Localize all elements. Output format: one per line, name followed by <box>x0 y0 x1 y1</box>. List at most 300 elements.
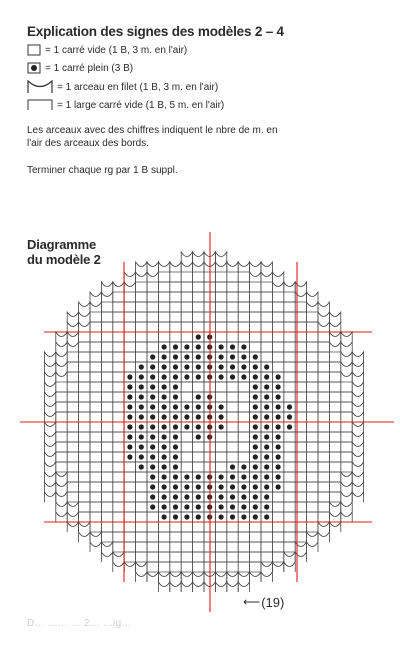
grid-cell <box>158 522 169 532</box>
grid-cell <box>181 552 192 562</box>
arch-cell <box>44 362 55 372</box>
grid-cell <box>193 512 204 522</box>
grid-cell <box>227 312 238 322</box>
filled-dot <box>196 504 201 509</box>
grid-cell <box>227 362 238 372</box>
grid-cell <box>318 492 329 502</box>
grid-cell <box>170 552 181 562</box>
grid-cell <box>215 282 226 292</box>
grid-cell <box>79 482 90 492</box>
grid-cell <box>227 512 238 522</box>
grid-cell <box>158 422 169 432</box>
arch-cell <box>352 462 363 472</box>
filled-dot <box>241 354 246 359</box>
grid-cell <box>261 472 272 482</box>
grid-cell <box>90 432 101 442</box>
filled-dot <box>253 464 258 469</box>
filled-dot <box>253 364 258 369</box>
grid-cell <box>227 412 238 422</box>
grid-cell <box>261 282 272 292</box>
grid-cell <box>113 462 124 472</box>
grid-cell <box>193 452 204 462</box>
filled-dot <box>150 424 155 429</box>
grid-cell <box>124 312 135 322</box>
filled-dot <box>276 444 281 449</box>
arch-cell <box>67 322 78 332</box>
filled-dot <box>219 494 224 499</box>
grid-cell <box>215 302 226 312</box>
grid-cell <box>90 522 101 532</box>
grid-cell <box>284 312 295 322</box>
grid-cell <box>124 552 135 562</box>
grid-cell <box>136 342 147 352</box>
grid-cell <box>238 432 249 442</box>
arch-cell <box>79 532 90 542</box>
grid-cell <box>90 362 101 372</box>
grid-cell <box>113 372 124 382</box>
grid-cell <box>147 402 158 412</box>
arch-cell <box>307 542 318 552</box>
grid-cell <box>193 412 204 422</box>
filled-dot <box>264 434 269 439</box>
filled-dot <box>241 464 246 469</box>
grid-cell <box>101 482 112 492</box>
grid-cell <box>101 342 112 352</box>
grid-cell <box>193 562 204 572</box>
grid-cell <box>261 482 272 492</box>
arch-cell <box>170 262 181 272</box>
grid-cell <box>261 542 272 552</box>
arch-cell <box>67 332 78 342</box>
grid-cell <box>147 412 158 422</box>
grid-cell <box>238 562 249 572</box>
arch-cell <box>352 392 363 402</box>
filled-dot <box>150 394 155 399</box>
filled-dot <box>230 364 235 369</box>
grid-cell <box>341 412 352 422</box>
filled-dot <box>276 454 281 459</box>
grid-cell <box>227 462 238 472</box>
grid-cell <box>215 312 226 322</box>
filled-dot <box>241 474 246 479</box>
grid-cell <box>307 492 318 502</box>
grid-cell <box>261 362 272 372</box>
grid-cell <box>215 482 226 492</box>
filled-dot <box>253 494 258 499</box>
filled-dot <box>150 404 155 409</box>
arch-cell <box>341 342 352 352</box>
grid-cell <box>90 502 101 512</box>
arch-cell <box>318 532 329 542</box>
grid-cell <box>136 302 147 312</box>
arch-cell <box>44 422 55 432</box>
filled-dot <box>162 444 167 449</box>
grid-cell <box>181 352 192 362</box>
grid-cell <box>79 332 90 342</box>
filled-dot <box>196 514 201 519</box>
grid-cell <box>272 522 283 532</box>
grid-cell <box>158 472 169 482</box>
grid-cell <box>56 382 67 392</box>
grid-cell <box>307 322 318 332</box>
filled-dot <box>219 404 224 409</box>
grid-cell <box>238 312 249 322</box>
grid-cell <box>101 412 112 422</box>
filled-dot <box>184 494 189 499</box>
grid-cell <box>158 372 169 382</box>
grid-cell <box>181 442 192 452</box>
filled-dot <box>162 454 167 459</box>
grid-cell <box>136 362 147 372</box>
filled-dot <box>173 494 178 499</box>
grid-cell <box>193 502 204 512</box>
grid-cell <box>158 442 169 452</box>
grid-cell <box>124 302 135 312</box>
grid-cell <box>238 412 249 422</box>
grid-cell <box>79 492 90 502</box>
grid-cell <box>227 472 238 482</box>
grid-cell <box>250 412 261 422</box>
filled-dot <box>264 514 269 519</box>
legend-item-label: = 1 large carré vide (1 B, 5 m. en l'air) <box>57 99 225 111</box>
grid-cell <box>181 412 192 422</box>
grid-cell <box>181 532 192 542</box>
grid-cell <box>147 492 158 502</box>
arch-cell <box>215 572 226 582</box>
arch-cell <box>44 492 55 502</box>
arch-cell <box>56 512 67 522</box>
grid-cell <box>181 542 192 552</box>
arch-cell <box>56 342 67 352</box>
arch-cell <box>56 502 67 512</box>
filled-dot <box>196 404 201 409</box>
grid-cell <box>193 472 204 482</box>
filled-dot <box>276 394 281 399</box>
grid-cell <box>79 472 90 482</box>
grid-cell <box>158 352 169 362</box>
grid-cell <box>101 492 112 502</box>
arch-cell <box>79 312 90 322</box>
grid-cell <box>238 282 249 292</box>
grid-cell <box>307 312 318 322</box>
grid-cell <box>124 452 135 462</box>
filled-dot <box>253 414 258 419</box>
arch-cell <box>238 572 249 582</box>
arch-cell <box>44 432 55 442</box>
grid-cell <box>113 312 124 322</box>
filled-dot <box>264 504 269 509</box>
filled-dot <box>162 404 167 409</box>
filled-dot <box>139 434 144 439</box>
grid-cell <box>238 382 249 392</box>
grid-cell <box>158 412 169 422</box>
grid-cell <box>124 432 135 442</box>
grid-cell <box>101 452 112 462</box>
grid-cell <box>181 272 192 282</box>
filled-dot <box>127 444 132 449</box>
arch-cell <box>352 452 363 462</box>
arch-cell <box>44 472 55 482</box>
grid-cell <box>215 322 226 332</box>
filled-dot <box>253 504 258 509</box>
grid-cell <box>124 522 135 532</box>
grid-cell <box>113 412 124 422</box>
arch-cell <box>67 512 78 522</box>
note-finish: Terminer chaque rg par 1 B suppl. <box>27 165 178 176</box>
grid-cell <box>79 462 90 472</box>
arch-cell <box>101 292 112 302</box>
filled-dot <box>127 424 132 429</box>
filled-dot <box>173 514 178 519</box>
filled-dot <box>276 434 281 439</box>
filled-dot <box>230 354 235 359</box>
grid-cell <box>181 502 192 512</box>
grid-cell <box>261 432 272 442</box>
filled-dot <box>173 384 178 389</box>
filled-dot <box>139 424 144 429</box>
grid-cell <box>170 512 181 522</box>
grid-cell <box>307 432 318 442</box>
filled-dot <box>253 474 258 479</box>
grid-cell <box>261 392 272 402</box>
grid-cell <box>90 422 101 432</box>
grid-cell <box>307 382 318 392</box>
grid-cell <box>261 292 272 302</box>
grid-cell <box>181 472 192 482</box>
arch-cell <box>284 562 295 572</box>
grid-cell <box>227 522 238 532</box>
grid-cell <box>238 322 249 332</box>
grid-cell <box>124 292 135 302</box>
grid-cell <box>261 532 272 542</box>
grid-cell <box>238 512 249 522</box>
grid-cell <box>250 292 261 302</box>
grid-cell <box>147 322 158 332</box>
arch-cell <box>352 362 363 372</box>
filled-dot <box>139 394 144 399</box>
grid-cell <box>341 442 352 452</box>
grid-cell <box>272 412 283 422</box>
arch-cell <box>341 472 352 482</box>
grid-cell <box>227 482 238 492</box>
filled-dot <box>241 504 246 509</box>
filled-dot <box>173 444 178 449</box>
grid-cell <box>170 302 181 312</box>
grid-cell <box>158 532 169 542</box>
grid-cell <box>272 372 283 382</box>
filled-dot <box>253 484 258 489</box>
filled-dot <box>264 404 269 409</box>
arch-cell <box>352 492 363 502</box>
grid-cell <box>250 522 261 532</box>
arch-cell <box>352 402 363 412</box>
arch-cell <box>238 262 249 272</box>
grid-cell <box>250 532 261 542</box>
grid-cell <box>67 362 78 372</box>
grid-cell <box>101 322 112 332</box>
grid-cell <box>250 352 261 362</box>
grid-cell <box>272 362 283 372</box>
grid-cell <box>193 432 204 442</box>
arch-cell <box>318 522 329 532</box>
grid-cell <box>136 392 147 402</box>
arch-cell <box>56 352 67 362</box>
grid-cell <box>227 532 238 542</box>
grid-cell <box>158 402 169 412</box>
filled-dot <box>127 394 132 399</box>
grid-cell <box>124 342 135 352</box>
arch-cell <box>136 272 147 282</box>
grid-cell <box>193 402 204 412</box>
grid-cell <box>124 372 135 382</box>
grid-cell <box>284 362 295 372</box>
arch-cell <box>79 522 90 532</box>
filled-dot <box>173 474 178 479</box>
arch-cell <box>215 262 226 272</box>
grid-cell <box>136 382 147 392</box>
grid-cell <box>318 332 329 342</box>
grid-cell <box>136 412 147 422</box>
arrow-left-icon: ⟵ <box>243 595 261 609</box>
grid-cell <box>227 452 238 462</box>
grid-cell <box>318 462 329 472</box>
grid-cell <box>181 482 192 492</box>
grid-cell <box>147 362 158 372</box>
arch-cell <box>341 512 352 522</box>
diagram-title-line: Diagramme <box>27 237 97 252</box>
arch-cell <box>307 532 318 542</box>
grid-cell <box>67 412 78 422</box>
grid-cell <box>124 332 135 342</box>
grid-cell <box>158 282 169 292</box>
grid-cell <box>284 402 295 412</box>
filled-dot <box>139 404 144 409</box>
grid-cell <box>90 472 101 482</box>
grid-cell <box>284 542 295 552</box>
filled-dot <box>196 474 201 479</box>
grid-cell <box>147 462 158 472</box>
grid-cell <box>113 322 124 332</box>
filled-dot <box>173 364 178 369</box>
arch-cell <box>90 292 101 302</box>
filled-dot <box>127 404 132 409</box>
arch-cell <box>136 262 147 272</box>
grid-cell <box>193 302 204 312</box>
arch-cell <box>56 482 67 492</box>
grid-cell <box>181 312 192 322</box>
grid-cell <box>170 502 181 512</box>
filled-dot <box>276 424 281 429</box>
filled-dot <box>276 484 281 489</box>
arch-cell <box>44 452 55 462</box>
arch-cell <box>329 332 340 342</box>
filled-dot <box>173 454 178 459</box>
grid-cell <box>90 332 101 342</box>
arch-cell <box>90 542 101 552</box>
arch-cell <box>101 282 112 292</box>
grid-cell <box>307 452 318 462</box>
grid-cell <box>284 422 295 432</box>
grid-cell <box>307 392 318 402</box>
grid-cell <box>215 542 226 552</box>
grid-cell <box>67 452 78 462</box>
grid-cell <box>215 342 226 352</box>
arch-cell <box>193 572 204 582</box>
grid-cell <box>250 562 261 572</box>
grid-cell <box>250 472 261 482</box>
arch-cell <box>193 582 204 592</box>
grid-cell <box>124 512 135 522</box>
grid-cell <box>215 422 226 432</box>
filled-dot <box>150 504 155 509</box>
grid-cell <box>147 292 158 302</box>
filled-dot <box>162 494 167 499</box>
grid-cell <box>307 482 318 492</box>
grid-cell <box>136 332 147 342</box>
grid-cell <box>227 272 238 282</box>
arch-cell <box>136 562 147 572</box>
grid-cell <box>193 322 204 332</box>
filled-dot <box>162 514 167 519</box>
filled-dot <box>264 394 269 399</box>
grid-cell <box>227 502 238 512</box>
arch-cell <box>101 552 112 562</box>
filled-dot <box>219 474 224 479</box>
grid-cell <box>136 532 147 542</box>
grid-cell <box>318 412 329 422</box>
grid-cell <box>272 552 283 562</box>
grid-cell <box>136 322 147 332</box>
grid-cell <box>261 462 272 472</box>
legend-title: Explication des signes des modèles 2 – 4 <box>27 24 284 39</box>
grid-cell <box>227 442 238 452</box>
arch-cell <box>352 352 363 362</box>
grid-cell <box>147 552 158 562</box>
grid-cell <box>170 392 181 402</box>
filled-dot <box>264 464 269 469</box>
grid-cell <box>79 442 90 452</box>
grid-cell <box>227 322 238 332</box>
filled-dot <box>184 374 189 379</box>
grid-cell <box>158 512 169 522</box>
grid-cell <box>79 362 90 372</box>
arch-cell <box>181 582 192 592</box>
grid-cell <box>170 562 181 572</box>
grid-cell <box>101 502 112 512</box>
grid-cell <box>136 462 147 472</box>
filled-dot <box>253 444 258 449</box>
grid-cell <box>170 482 181 492</box>
filled-dot <box>276 474 281 479</box>
filled-dot <box>196 434 201 439</box>
grid-cell <box>124 532 135 542</box>
filled-dot <box>264 374 269 379</box>
grid-cell <box>272 472 283 482</box>
grid-cell <box>318 442 329 452</box>
grid-cell <box>181 362 192 372</box>
grid-cell <box>250 312 261 322</box>
grid-cell <box>261 312 272 322</box>
filled-dot <box>276 464 281 469</box>
arch-cell <box>215 252 226 262</box>
arch-cell <box>90 532 101 542</box>
grid-cell <box>79 372 90 382</box>
filled-dot <box>150 434 155 439</box>
arch-cell <box>158 582 169 592</box>
arch-cell <box>44 442 55 452</box>
grid-cell <box>170 362 181 372</box>
grid-cell <box>318 452 329 462</box>
